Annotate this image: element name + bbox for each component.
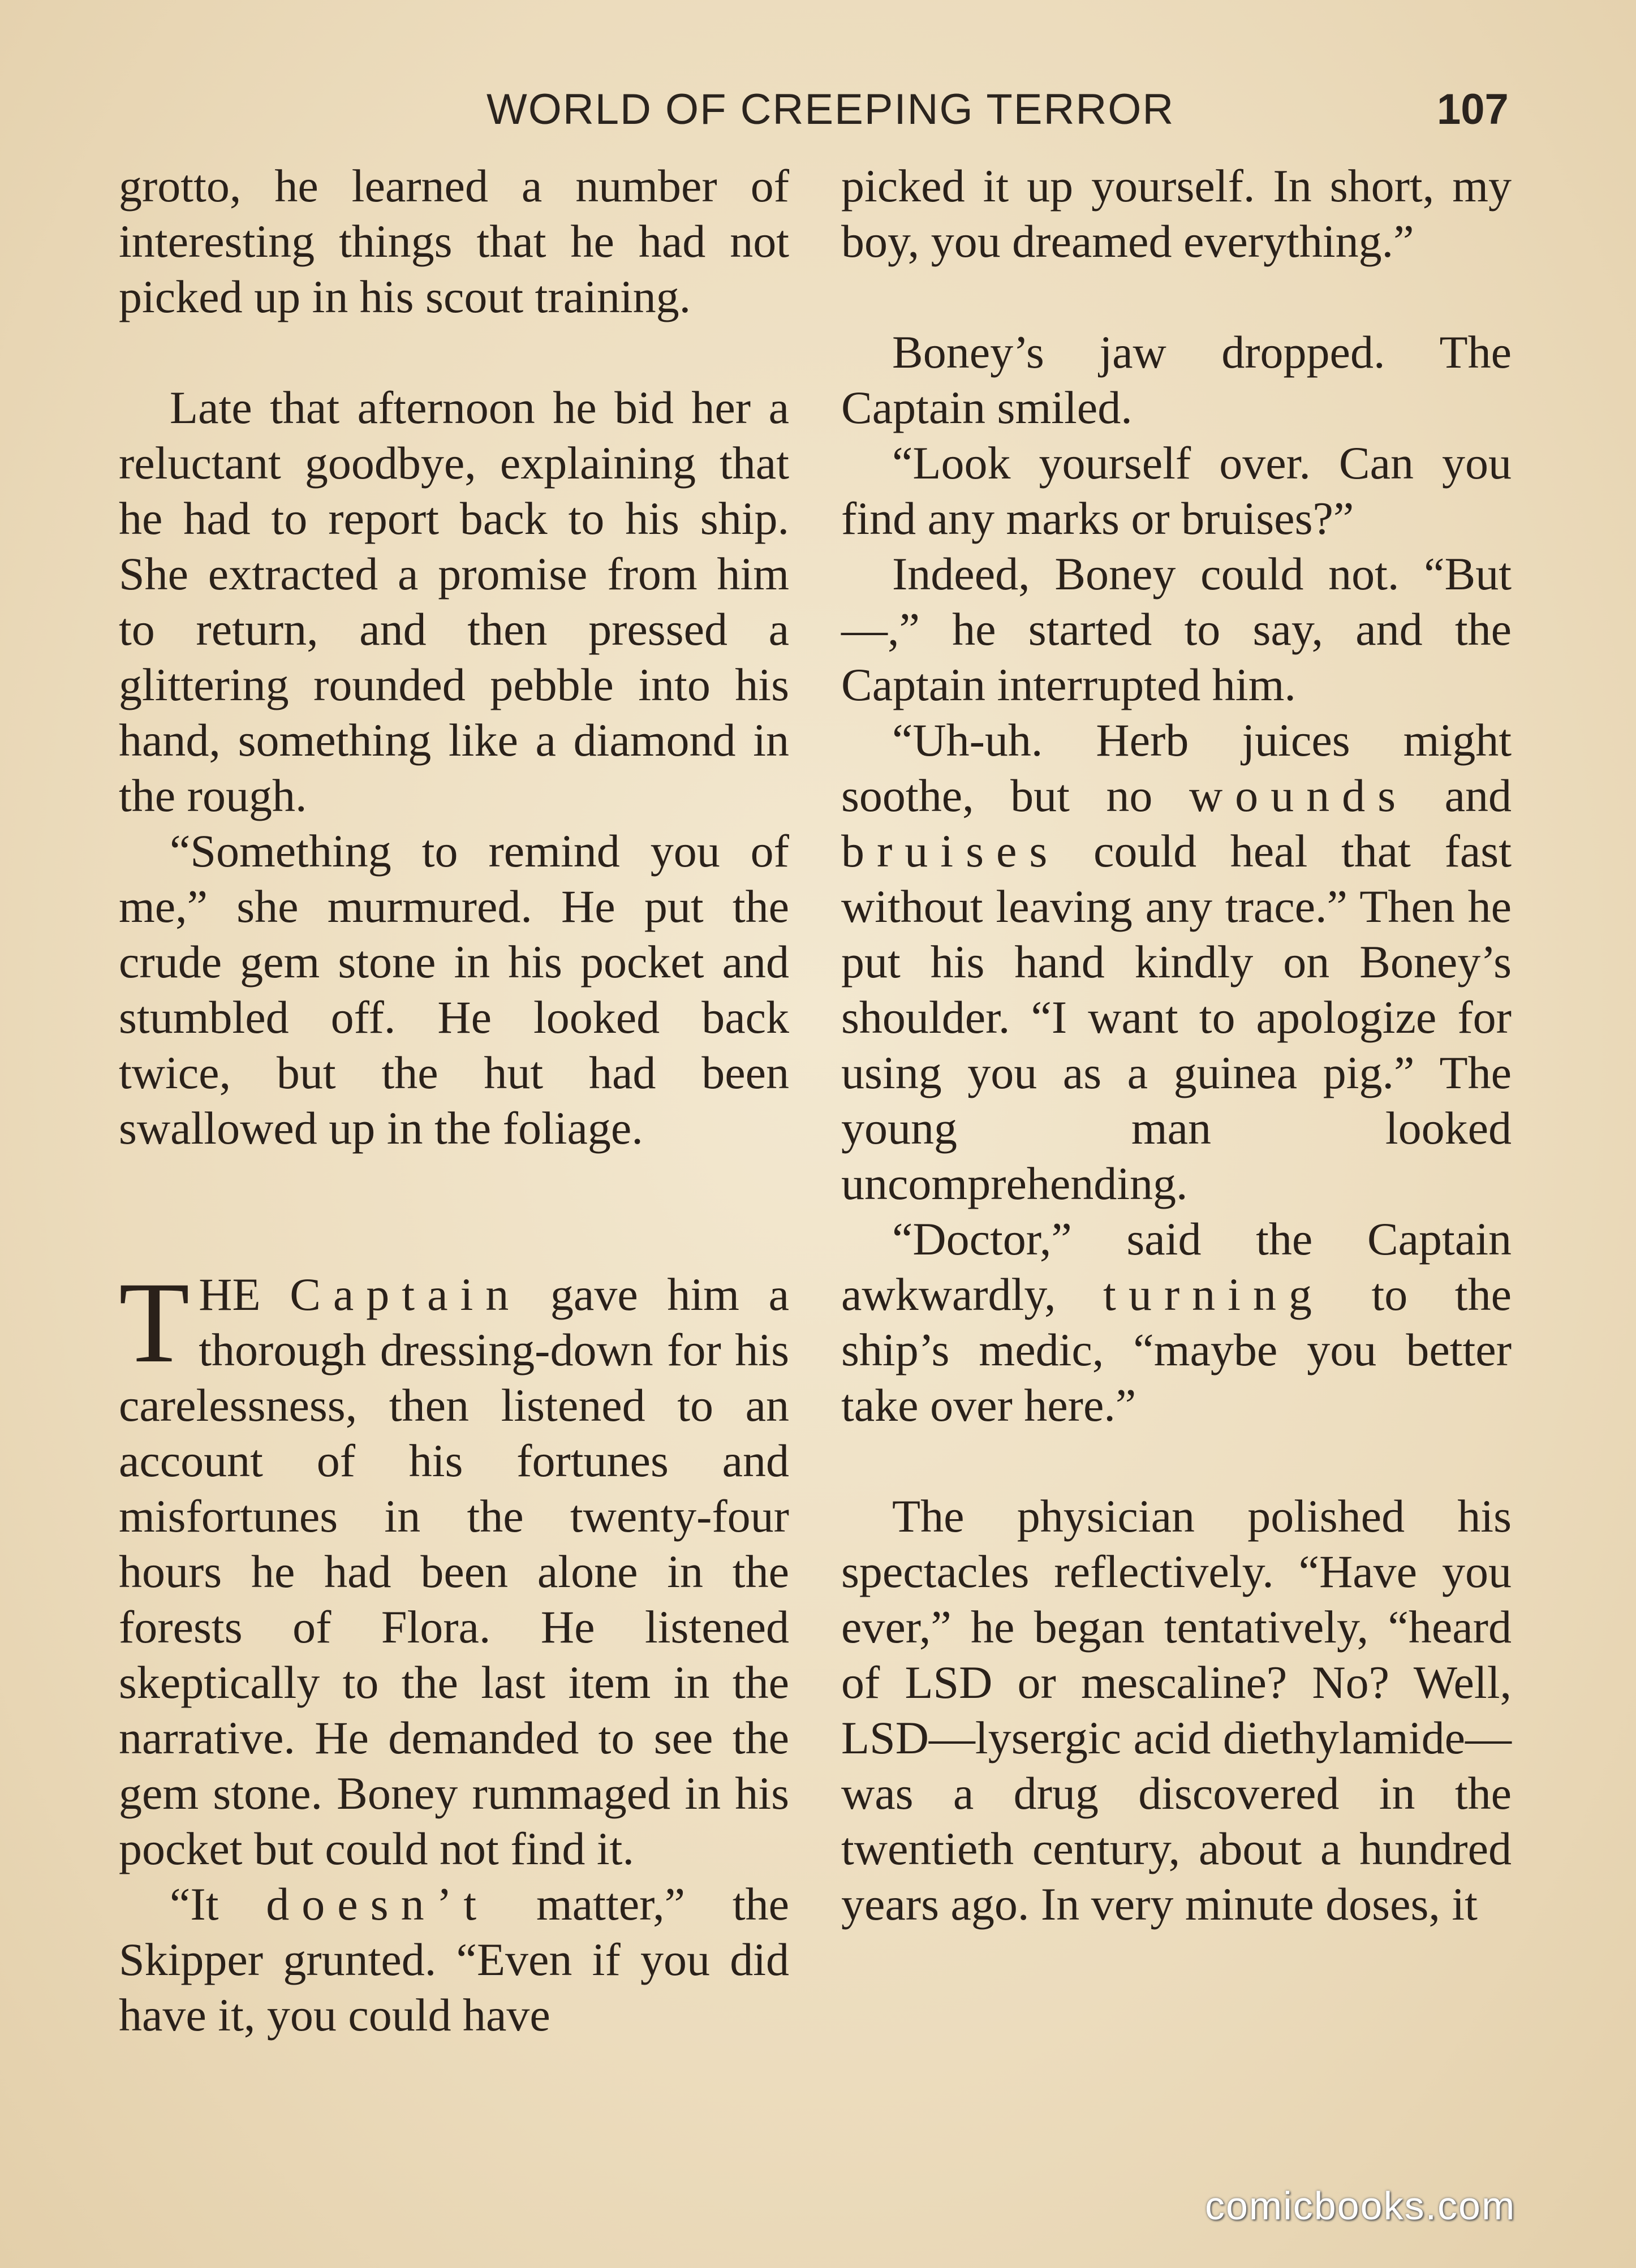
running-head — [0, 79, 1636, 141]
paragraph: grotto, he learned a number of interesting things that he had not picked up in his scout training. — [119, 160, 789, 322]
paragraph: Indeed, Boney could not. “But—,” he started to say, and the Captain interrupted him. — [841, 548, 1512, 710]
paragraph: “Look yourself over. Can you find any marks or bruises?” — [841, 437, 1512, 544]
paragraph: “Something to remind you of me,” she murmured. He put the crude gem stone in his pocket and stumbled off. He looked back twice, but the hut had been swallowed up in the foliage. — [119, 825, 789, 1154]
left-column — [119, 158, 789, 2043]
running-title: WORLD OF CREEPING TERROR — [487, 85, 1175, 133]
paragraph: Boney’s jaw dropped. The Captain smiled. — [841, 326, 1512, 433]
watermark: comicbooks.com — [1205, 2184, 1516, 2228]
paragraph: picked it up yourself. In short, my boy, you dreamed everything.” — [841, 160, 1512, 267]
paragraph: “It doesn’t matter,” the Skipper grunted. “Even if you did have it, you could have — [119, 1878, 790, 2041]
paragraph: Late that afternoon he bid her a reluctant goodbye, explaining that he had to report back to his ship. She extracted a promise from him to return, and then pressed a glittering rounded pebble into his hand, something like a diamond in the rough. — [119, 382, 789, 821]
right-column — [841, 158, 1512, 1932]
paragraph: “Uh-uh. Herb juices might soothe, but no wounds and bruises could heal that fast without leaving any trace.” Then he put his hand kindly on Boney’s shoulder. “I want to apologize for using you as a guinea pig.” The young man looked uncomprehending. — [841, 714, 1512, 1209]
paragraph: “Doctor,” said the Captain awkwardly, turning to the ship’s medic, “maybe you better take over here.” — [841, 1213, 1512, 1431]
section-opening-paragraph: THE Captain gave him a thorough dressing-down for his carelessness, then listened to an account of his fortunes and misfortunes in the twenty-four hours he had been alone in the forests of Flora. He listened skeptically to the last item in the narrative. He demanded to see the gem stone. Boney rummaged in his pocket but could not find it. — [119, 1258, 789, 1874]
drop-cap: T — [119, 1258, 190, 1387]
paragraph: The physician polished his spectacles reflectively. “Have you ever,” he began tentatively, “heard of LSD or mescaline? No? Well, LSD—lysergic acid diethylamide—was a drug discovered in the twentieth century, about a hundred years ago. In very minute doses, it — [841, 1490, 1512, 1930]
page-number: 107 — [1437, 85, 1509, 133]
